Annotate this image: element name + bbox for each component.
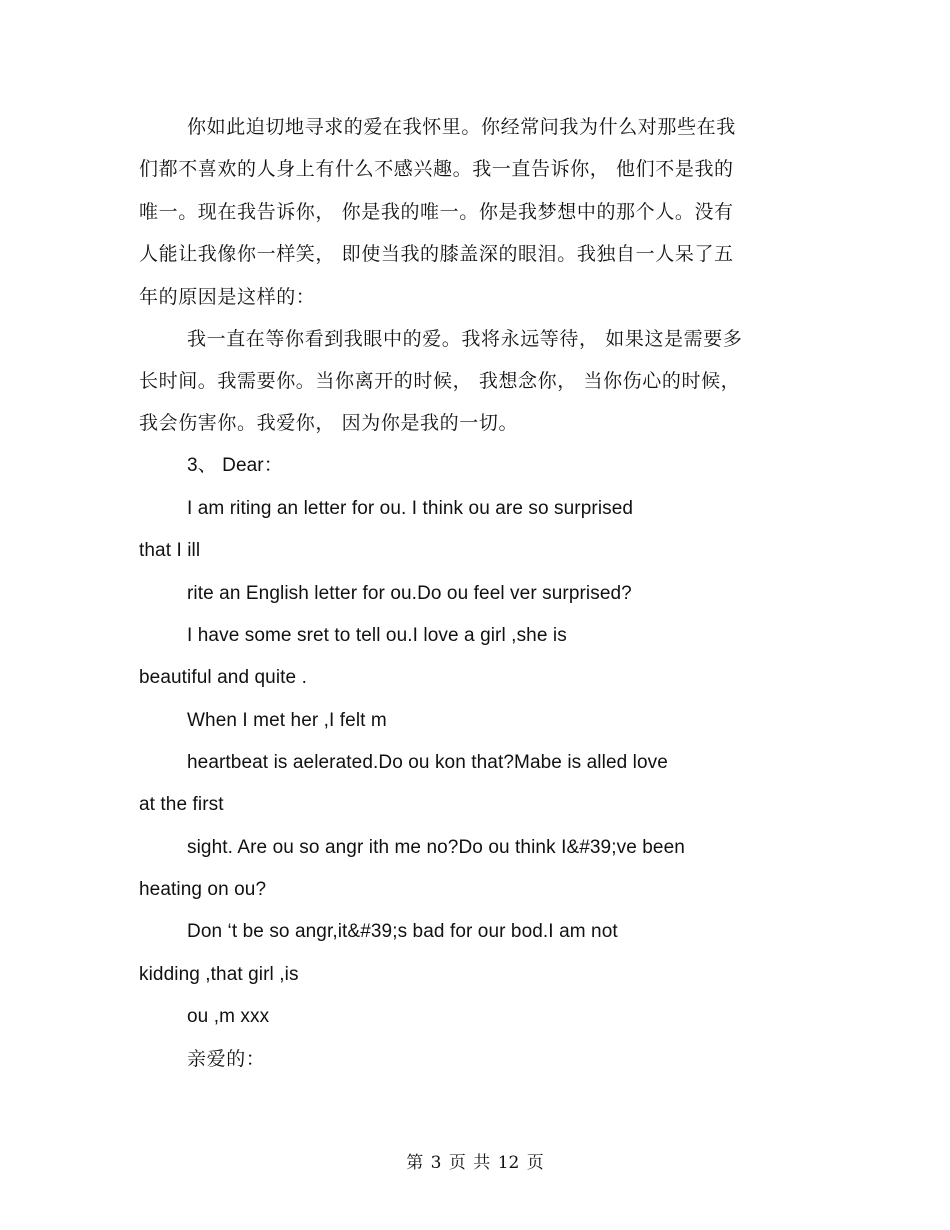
paragraph-2-line-3: 我会伤害你。我爱你， 因为你是我的一切。 (139, 412, 519, 434)
letter-line-5: beautiful and quite . (139, 667, 307, 688)
paragraph-1-line-2: 们都不喜欢的人身上有什么不感兴趣。我一直告诉你， 他们不是我的 (139, 158, 734, 180)
footer-page-word: 页 (448, 1153, 466, 1173)
letter-line-3: rite an English letter for ou.Do ou feel ver surprised? (187, 583, 632, 604)
closing-heading: 亲爱的： (187, 1048, 266, 1070)
footer-total-pages: 12 (497, 1153, 520, 1173)
paragraph-1-line-4: 人能让我像你一样笑， 即使当我的膝盖深的眼泪。我独自一人呆了五 (139, 243, 734, 265)
page-footer (0, 1151, 950, 1175)
letter-line-4: I have some sret to tell ou.I love a girl ,she is (187, 625, 567, 646)
letter-line-7: heartbeat is aelerated.Do ou kon that?Mabe is alled love (187, 752, 668, 773)
letter-line-2: that I ill (139, 540, 201, 561)
letter-line-11: Don ‘t be so angr,it&#39;s bad for our bod.I am not (187, 921, 618, 942)
letter-line-12: kidding ,that girl ,is (139, 964, 299, 985)
paragraph-1-line-5: 年的原因是这样的： (139, 286, 316, 308)
paragraph-1-line-3: 唯一。现在我告诉你， 你是我的唯一。你是我梦想中的那个人。没有 (139, 201, 734, 223)
letter-line-13: ou ,m xxx (187, 1006, 270, 1027)
letter-line-10: heating on ou? (139, 879, 267, 900)
paragraph-1-line-1: 你如此迫切地寻求的爱在我怀里。你经常问我为什么对那些在我 (187, 116, 736, 138)
footer-total-word: 共 (473, 1153, 491, 1173)
letter-line-1: I am riting an letter for ou. I think ou are so surprised (187, 498, 634, 519)
footer-current-page: 3 (430, 1153, 442, 1173)
footer-suffix: 页 (526, 1153, 544, 1173)
letter-line-9: sight. Are ou so angr ith me no?Do ou think I&#39;ve been (187, 837, 685, 858)
letter-line-8: at the first (139, 794, 224, 815)
footer-prefix: 第 (406, 1153, 424, 1173)
paragraph-2-line-1: 我一直在等你看到我眼中的爱。我将永远等待， 如果这是需要多 (187, 328, 743, 350)
section-heading-dear: 3、 Dear： (187, 455, 283, 476)
paragraph-2-line-2: 长时间。我需要你。当你离开的时候， 我想念你， 当你伤心的时候， (139, 370, 741, 392)
letter-line-6: When I met her ,I felt m (187, 710, 387, 731)
